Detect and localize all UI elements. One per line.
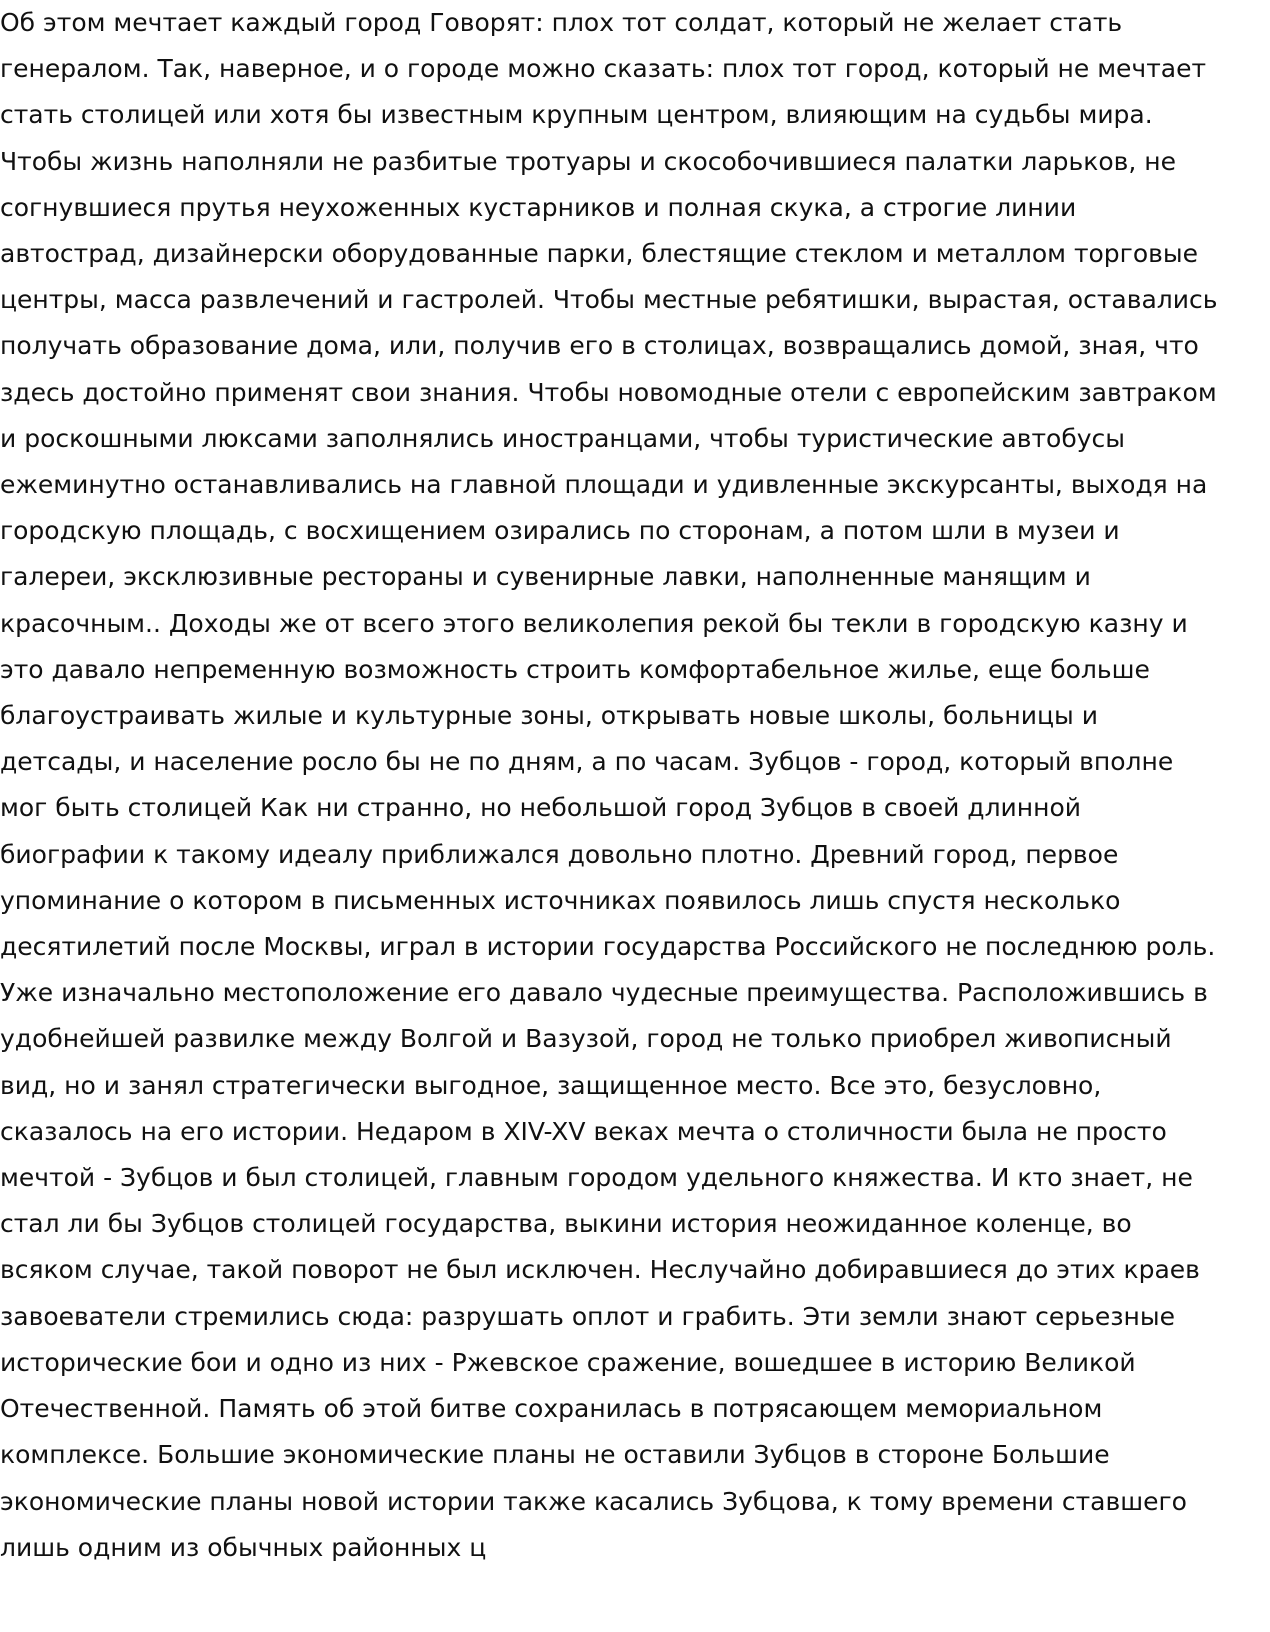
article-text: Об этом мечтает каждый город Говорят: плох тот солдат, который не желает стать генералом. Так, наверное, и о городе можно сказать: плох тот город, который не мечтает стать столицей или хотя бы известным крупным центром, влияющим на судьбы мира. Чтобы жизнь наполняли не разбитые тротуары и скособочившиеся палатки ларьков, не согнувшиеся прутья неухоженных кустарников и полная скука, а строгие линии автострад, дизайнерски оборудованные парки, блестящие стеклом и металлом торговые центры, масса развлечений и гастролей. Чтобы местные ребятишки, вырастая, оставались получать образование дома, или, получив его в столицах, возвращались домой, зная, что здесь достойно применят свои знания. Чтобы новомодные отели с европейским завтраком и роскошными люксами заполнялись иностранцами, чтобы туристические автобусы ежеминутно останавливались на главной площади и удивленные экскурсанты, выходя на городскую площадь, с восхищением озирались по сторонам, а потом шли в музеи и галереи, эксклюзивные рестораны и сувенирные лавки, наполненные манящим и красочным.. Доходы же от всего этого великолепия рекой бы текли в городскую казну и это давало непременную возможность строить комфортабельное жилье, еще больше благоустраивать жилые и культурные зоны, открывать новые школы, больницы и детсады, и население росло бы не по дням, а по часам. Зубцов - город, который вполне мог быть столицей Как ни странно, но небольшой город Зубцов в своей длинной биографии к такому идеалу приближался довольно плотно. Древний город, первое упоминание о котором в письменных источниках появилось лишь спустя несколько десятилетий после Москвы, играл в истории государства Российского не последнюю роль. Уже изначально местоположение его давало чудесные преимущества. Расположившись в удобнейшей развилке между Волгой и Вазузой, город не только приобрел живописный вид, но и занял стратегически выгодное, защищенное место. Все это, безусловно, сказалось на его истории. Недаром в XIV-XV веках мечта о столичности была не просто мечтой - Зубцов и был столицей, главным городом удельного княжества. И кто знает, не стал ли бы Зубцов столицей государства, выкини история неожиданное коленце, во всяком случае, такой поворот не был исключен. Неслучайно добиравшиеся до этих краев завоеватели стремились сюда: разрушать оплот и грабить. Эти земли знают серьезные исторические бои и одно из них - Ржевское сражение, вошедшее в историю Великой Отечественной. Память об этой битве сохранилась в потрясающем мемориальном комплексе. Большие экономические планы не оставили Зубцов в стороне Большие экономические планы новой истории также касались Зубцова, к тому времени ставшего лишь одним из обычных районных ц <box>0 8 1218 1562</box>
